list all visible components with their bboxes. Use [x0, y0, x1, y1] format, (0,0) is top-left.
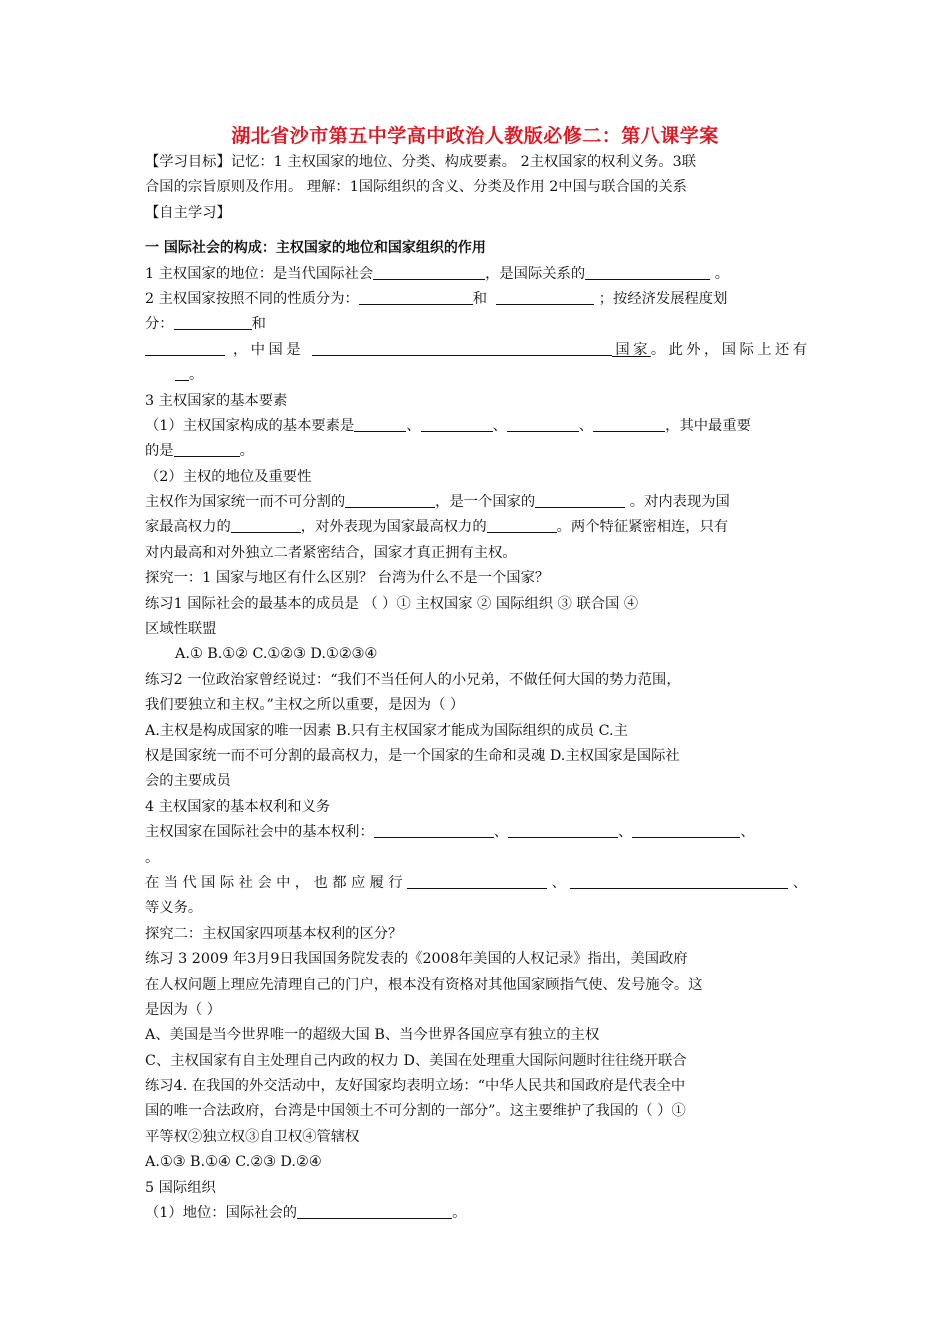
question-3-2: （2）主权的地位及重要性 [145, 468, 312, 485]
exercise-4: 练习4. 在我国的外交活动中，友好国家均表明立场：“中华人民共和国政府是代表全中 [145, 1078, 686, 1095]
answer-blank[interactable] [174, 439, 240, 457]
answer-blank[interactable] [312, 338, 612, 356]
answer-blank[interactable] [373, 262, 485, 280]
exercise-3-options: C、主权国家有自主处理自己内政的权力 D、美国在处理重大国际问题时往往绕开联合 [145, 1052, 687, 1069]
question-1: 1 主权国家的地位：是当代国际社会 ，是国际关系的 。 [145, 262, 807, 287]
sovereignty-text: 家最高权力的 ，对外表现为国家最高权力的 。两个特征紧密相连，只有 [145, 515, 807, 540]
obligations-line-end: 等义务。 [145, 900, 203, 917]
answer-blank[interactable] [593, 414, 665, 432]
answer-blank[interactable] [359, 287, 473, 305]
answer-blank[interactable] [231, 515, 301, 533]
answer-blank[interactable] [175, 363, 189, 381]
intro-line: 合国的宗旨原则及作用。 理解：1国际组织的含义、分类及作用 2中国与联合国的关系 [145, 179, 687, 196]
question-3-1-cont: 的是 。 [145, 439, 807, 464]
exercise-3-options: A、美国是当今世界唯一的超级大国 B、当今世界各国应享有独立的主权 [145, 1027, 600, 1044]
exercise-4-cont: 国的唯一合法政府，台湾是中国领土不可分割的一部分”。这主要维护了我国的（ ）① [145, 1103, 686, 1120]
question-3: 3 主权国家的基本要素 [145, 392, 288, 409]
document-title: 湖北省沙市第五中学高中政治人教版必修二：第八课学案 [231, 125, 719, 147]
exercise-1: 练习1 国际社会的最基本的成员是 （ ）① 主权国家 ② 国际组织 ③ 联合国 ④ [145, 595, 639, 612]
intro-line: 【自主学习】 [145, 204, 231, 221]
intro-line: 【学习目标】记忆：1 主权国家的地位、分类、构成要素。 2主权国家的权利义务。3联 [145, 154, 697, 170]
question-3-1: （1）主权国家构成的基本要素是 、 、 、 ，其中最重要 [145, 414, 807, 439]
rights-line-end: 。 [145, 849, 160, 866]
question-5-1: （1）地位：国际社会的 。 [145, 1201, 807, 1226]
exercise-2-options: A.主权是构成国家的唯一因素 B.只有主权国家才能成为国际组织的成员 C.主 [145, 722, 628, 739]
exercise-1-options: A.① B.①② C.①②③ D.①②③④ [175, 646, 378, 663]
exercise-3-cont: 是因为（ ） [145, 1001, 222, 1018]
exercise-2-options: 权是国家统一而不可分割的最高权力，是一个国家的生命和灵魂 D.主权国家是国际社 [145, 747, 680, 764]
answer-blank[interactable] [374, 820, 494, 838]
answer-blank[interactable] [585, 262, 710, 280]
answer-blank[interactable] [421, 414, 493, 432]
answer-blank[interactable] [535, 490, 625, 508]
rights-line: 主权国家在国际社会中的基本权利： 、 、 、 [145, 820, 807, 845]
question-2: 2 主权国家按照不同的性质分为： 和 ；按经济发展程度划 [145, 287, 807, 312]
sovereignty-text: 对内最高和对外独立二者紧密结合，国家才真正拥有主权。 [145, 544, 517, 561]
explore-2: 探究二：主权国家四项基本权利的区分？ [145, 925, 403, 942]
exercise-4-options: A.①③ B.①④ C.②③ D.②④ [145, 1154, 322, 1171]
exercise-1-cont: 区域性联盟 [145, 621, 217, 638]
exercise-2: 练习2 一位政治家曾经说过：“我们不当任何人的小兄弟，不做任何大国的势力范围， [145, 671, 681, 688]
answer-blank[interactable] [507, 414, 579, 432]
answer-blank[interactable] [407, 871, 547, 889]
obligations-line: 在当代国际社会中，也都应履行 、 、 [145, 871, 807, 896]
answer-blank[interactable] [354, 414, 406, 432]
answer-blank[interactable] [345, 490, 435, 508]
answer-blank[interactable] [487, 515, 557, 533]
exercise-4-cont: 平等权②独立权③自卫权④管辖权 [145, 1128, 360, 1145]
document-body [145, 150, 807, 1226]
question-5: 5 国际组织 [145, 1179, 216, 1196]
sovereignty-text: 主权作为国家统一而不可分割的 ，是一个国家的 。对内表现为国 [145, 490, 807, 515]
answer-blank[interactable] [145, 338, 225, 356]
explore-1: 探究一：1 国家与地区有什么区别？ 台湾为什么不是一个国家？ [145, 570, 550, 587]
exercise-2-options: 会的主要成员 [145, 773, 231, 790]
exercise-3-cont: 在人权问题上理应先清理自己的门户，根本没有资格对其他国家顾指气使、发号施令。这 [145, 976, 703, 993]
exercise-2-cont: 我们要独立和主权。”主权之所以重要，是因为（ ） [145, 697, 465, 714]
answer-blank[interactable] [496, 287, 594, 305]
exercise-3: 练习 3 2009 年3月9日我国国务院发表的《2008年美国的人权记录》指出，美国政府 [145, 951, 688, 968]
answer-blank[interactable] [297, 1201, 452, 1219]
answer-blank[interactable] [174, 312, 252, 330]
section-heading: 一 国际社会的构成：主权国家的地位和国家组织的作用 [145, 240, 486, 257]
answer-blank[interactable] [508, 820, 618, 838]
question-2-cont: 。 [145, 363, 807, 388]
answer-blank[interactable] [632, 820, 740, 838]
answer-blank[interactable] [570, 871, 788, 889]
question-2-cont: ，中国是 国家。此外，国际上还有 [145, 338, 807, 363]
question-2-cont: 分： 和 [145, 312, 807, 337]
question-4: 4 主权国家的基本权利和义务 [145, 798, 331, 815]
